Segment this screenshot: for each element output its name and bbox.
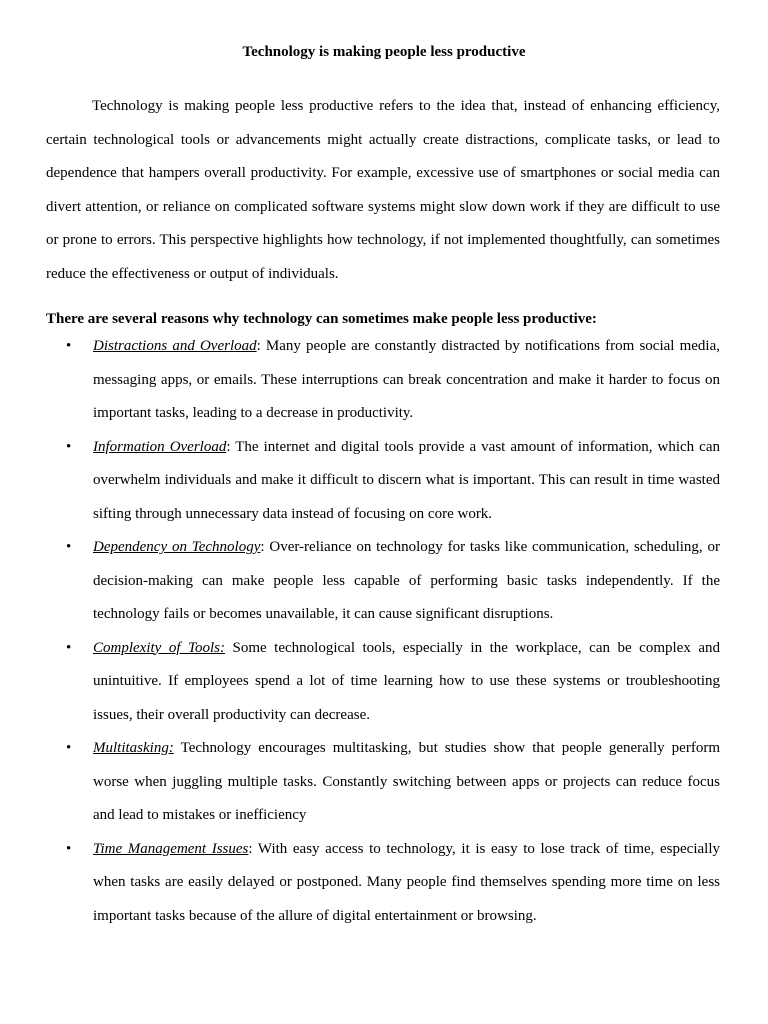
reason-item-distractions (46, 330, 720, 431)
reason-separator: : (248, 840, 253, 857)
intro-paragraph: Technology is making people less productive refers to the idea that, instead of enhancing efficiency, certain technological tools or advancements might actually create distractions, complicate tasks, or lead to dependence that hampers overall productivity. For example, excessive use of smartphones or social media can divert attention, or reliance on complicated software systems might slow down work if they are difficult to use or prone to errors. This perspective highlights how technology, if not implemented thoughtfully, can sometimes reduce the effectiveness or output of individuals. (46, 98, 720, 282)
reason-text: Many people are constantly distracted by notifications from social media, messaging apps, or emails. These interruptions can break concentration and make it harder to focus on important tasks, leading to a decrease in productivity. (93, 338, 720, 421)
reason-separator: : (260, 539, 265, 555)
reason-item-dependency (46, 531, 720, 632)
reason-item-complexity (46, 632, 720, 733)
reason-term: Distractions and Overload (93, 338, 257, 354)
reason-term: Complexity of Tools: (93, 639, 225, 656)
reasons-list (46, 330, 720, 933)
bullet-icon: • (66, 539, 72, 555)
reason-text: The internet and digital tools provide a vast amount of information, which can overwhelm individuals and make it difficult to discern what is important. This can result in time wasted sifting through unnecessary data instead of focusing on core work. (93, 438, 720, 522)
reason-text: With easy access to technology, it is easy to lose track of time, especially when tasks are easily delayed or postponed. Many people find themselves spending more time on less important tasks because of the allure of digital entertainment or browsing. (93, 840, 720, 924)
reason-term: Information Overload (93, 438, 227, 455)
reason-text: Some technological tools, especially in the workplace, can be complex and unintuitive. If employees spend a lot of time learning how to use these systems or troubleshooting issues, their overall productivity can decrease. (93, 639, 720, 723)
bullet-icon: • (66, 338, 72, 354)
bullet-icon: • (66, 840, 72, 857)
reason-text: Technology encourages multitasking, but studies show that people generally perform worse when juggling multiple tasks. Constantly switching between apps or projects can reduce focus and lead to mistakes or inefficiency (93, 740, 720, 823)
reason-separator: : (226, 438, 231, 455)
reason-item-information-overload (46, 431, 720, 532)
reason-separator: : (256, 338, 261, 354)
reason-item-multitasking (46, 732, 720, 833)
reason-term: Time Management Issues (93, 840, 249, 857)
reasons-heading: There are several reasons why technology can sometimes make people less productive: (46, 311, 597, 327)
reason-text: Over-reliance on technology for tasks like communication, scheduling, or decision-making can make people less capable of performing basic tasks independently. If the technology fails or becomes unavailable, it can cause significant disruptions. (93, 539, 720, 622)
bullet-icon: • (66, 438, 72, 455)
reason-item-time-management (46, 833, 720, 934)
reason-term: Dependency on Technology (93, 539, 261, 555)
bullet-icon: • (66, 740, 72, 756)
bullet-icon: • (66, 639, 72, 656)
document-title: Technology is making people less productive (242, 44, 526, 60)
reason-term: Multitasking: (93, 740, 174, 756)
